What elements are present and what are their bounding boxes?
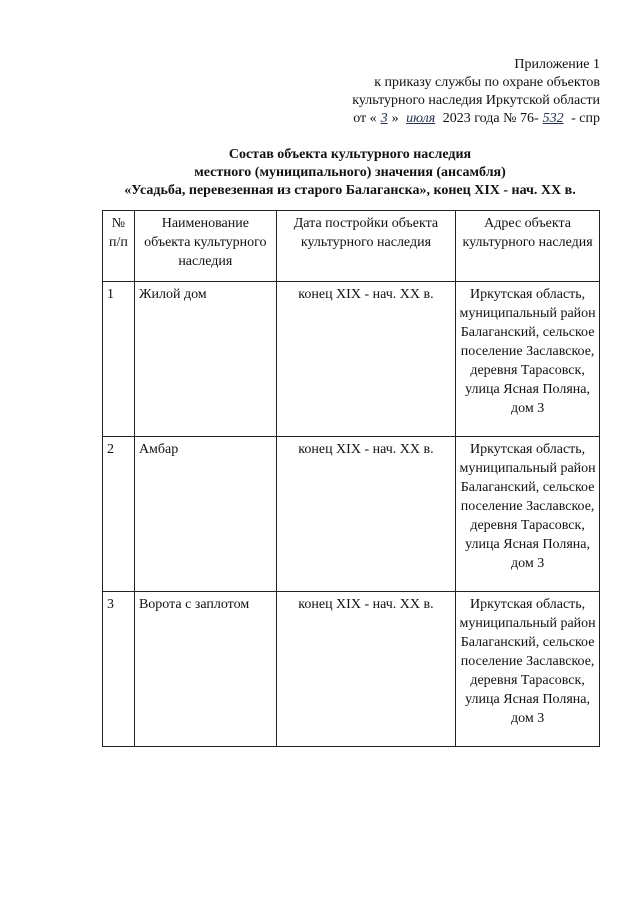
cell-date: конец XIX - нач. XX в. [276, 592, 455, 747]
address-text: Иркутская область, муниципальный район Балаганский, сельское поселение Заславское, деревня Тарасовск, улица Ясная Поляна, дом 3 [459, 442, 596, 571]
handwritten-month: июля [406, 111, 436, 126]
cell-address [456, 437, 600, 592]
cell-date: конец XIX - нач. XX в. [276, 437, 455, 592]
handwritten-day: 3 [380, 111, 388, 126]
header-date: Дата постройки объекта культурного наследия [276, 211, 455, 282]
heritage-table [102, 210, 600, 747]
appendix-order-line: к приказу службы по охране объектов [374, 75, 600, 90]
cell-address [456, 282, 600, 437]
order-suffix: - спр [571, 111, 600, 126]
address-text: Иркутская область, муниципальный район Балаганский, сельское поселение Заславское, деревня Тарасовск, улица Ясная Поляна, дом 3 [459, 287, 596, 416]
appendix-title: Приложение 1 [514, 57, 600, 72]
address-text: Иркутская область, муниципальный район Балаганский, сельское поселение Заславское, деревня Тарасовск, улица Ясная Поляна, дом 3 [459, 597, 596, 726]
table-row [103, 282, 600, 437]
document-title [100, 146, 600, 200]
cell-name: Жилой дом [134, 282, 276, 437]
year-and-number-text: 2023 года № 76- [442, 111, 539, 126]
title-line-1: Состав объекта культурного наследия [228, 147, 472, 162]
cell-date: конец XIX - нач. XX в. [276, 282, 455, 437]
handwritten-number: 532 [542, 111, 564, 126]
cell-name: Амбар [134, 437, 276, 592]
header-number: № п/п [103, 211, 135, 282]
cell-number: 2 [103, 437, 135, 592]
appendix-date-line [352, 110, 600, 128]
title-line-3: «Усадьба, перевезенная из старого Балаганска», конец XIX - нач. XX в. [124, 183, 576, 198]
appendix-block [352, 56, 600, 128]
table-row [103, 592, 600, 747]
appendix-authority-line: культурного наследия Иркутской области [352, 93, 600, 108]
cell-number: 3 [103, 592, 135, 747]
header-address: Адрес объекта культурного наследия [456, 211, 600, 282]
cell-number: 1 [103, 282, 135, 437]
table-row [103, 437, 600, 592]
cell-name: Ворота с заплотом [134, 592, 276, 747]
table-header-row [103, 211, 600, 282]
date-quote-close: » [391, 111, 399, 126]
date-prefix: от « [353, 111, 377, 126]
header-name: Наименование объекта культурного наследия [134, 211, 276, 282]
cell-address [456, 592, 600, 747]
title-line-2: местного (муниципального) значения (ансамбля) [194, 165, 506, 180]
